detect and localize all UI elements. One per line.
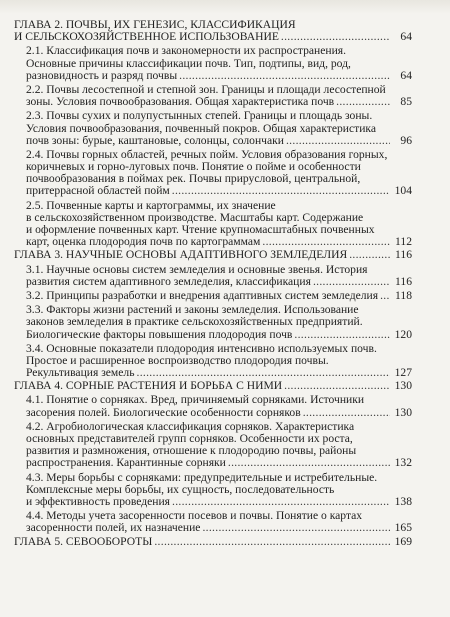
toc-page-number: 118 bbox=[395, 288, 412, 302]
toc-text: почв зоны: бурые, каштановые, солонцы, солончаки bbox=[26, 133, 284, 147]
toc-section-entry bbox=[14, 304, 412, 341]
dot-leader bbox=[154, 536, 390, 548]
toc-text: в сельскохозяйственном производстве. Масштабы карт. Содержание bbox=[26, 210, 364, 224]
toc-line bbox=[26, 276, 412, 288]
toc-text: карт, оценка плодородия почв по картограммам bbox=[26, 235, 261, 249]
toc-text: 3.1. Научные основы систем земледелия и основные звенья. История bbox=[26, 262, 368, 276]
toc-page-number: 116 bbox=[395, 274, 412, 288]
toc-line bbox=[26, 123, 412, 135]
toc-section-entry bbox=[14, 510, 412, 534]
toc-text: 3.3. Факторы жизни растений и законы земледелия. Использование bbox=[26, 303, 359, 317]
toc-section-entry bbox=[14, 290, 412, 302]
toc-text: 2.1. Классификация почв и закономерности их распространения. bbox=[26, 44, 347, 58]
toc-section-entry bbox=[14, 200, 412, 249]
toc-page-number: 127 bbox=[394, 366, 412, 380]
toc-chapter-entry bbox=[14, 536, 412, 548]
dot-leader bbox=[380, 290, 390, 302]
toc-line bbox=[26, 496, 412, 508]
toc-line bbox=[26, 290, 412, 302]
page-top-shadow bbox=[0, 0, 450, 14]
toc-page-number: 132 bbox=[394, 456, 412, 470]
dot-leader bbox=[349, 249, 390, 261]
dot-leader bbox=[262, 236, 390, 248]
toc-text: и эффективность проведения bbox=[26, 494, 171, 508]
toc-chapter-entry bbox=[14, 380, 412, 392]
toc-text: Условия почвообразования, почвенный покров. Общая характеристика bbox=[26, 121, 377, 135]
toc-line bbox=[14, 380, 412, 392]
dot-leader bbox=[294, 329, 390, 341]
toc-section-entry bbox=[14, 343, 412, 380]
dot-leader bbox=[336, 96, 390, 108]
toc-page-number: 96 bbox=[400, 133, 412, 147]
toc-text: ГЛАВА 3. НАУЧНЫЕ ОСНОВЫ АДАПТИВНОГО ЗЕМЛЕДЕЛИЯ bbox=[14, 248, 348, 262]
toc-page-number: 130 bbox=[394, 379, 412, 393]
toc-line bbox=[26, 96, 412, 108]
toc-page-number: 112 bbox=[395, 235, 412, 249]
table-of-contents bbox=[14, 18, 412, 548]
toc-text: основных представителей групп сорняков. Особенности их роста, bbox=[26, 432, 353, 445]
toc-line bbox=[26, 407, 412, 419]
toc-section-entry bbox=[14, 264, 412, 288]
toc-section-entry bbox=[14, 45, 412, 82]
toc-line bbox=[26, 236, 412, 248]
toc-line bbox=[26, 58, 412, 70]
toc-page-number: 169 bbox=[394, 534, 412, 548]
toc-page-number: 130 bbox=[394, 405, 412, 419]
toc-page-number: 64 bbox=[400, 30, 412, 44]
toc-text: 2.5. Почвенные карты и картограммы, их значение bbox=[26, 198, 276, 212]
toc-line bbox=[26, 70, 412, 82]
dot-leader bbox=[172, 496, 390, 508]
toc-text: 4.4. Методы учета засоренности посевов и почвы. Понятие о картах bbox=[26, 509, 363, 523]
toc-text: разновидность и разряд почвы bbox=[26, 68, 178, 82]
toc-text: Основные причины классификации почв. Тип, подтипы, вид, род, bbox=[26, 56, 351, 70]
toc-line bbox=[26, 329, 412, 341]
toc-text: 4.2. Агробиологическая классификация сорняков. Характеристика bbox=[26, 419, 355, 433]
toc-text: ГЛАВА 2. ПОЧВЫ, ИХ ГЕНЕЗИС, КЛАССИФИКАЦИЯ bbox=[14, 18, 296, 31]
toc-line bbox=[26, 135, 412, 147]
dot-leader bbox=[179, 70, 390, 82]
toc-section-entry bbox=[14, 149, 412, 198]
toc-line bbox=[26, 457, 412, 469]
toc-text: засорения полей. Биологические особенности сорняков bbox=[26, 405, 301, 419]
toc-section-entry bbox=[14, 394, 412, 418]
toc-text: ГЛАВА 5. СЕВООБОРОТЫ bbox=[14, 534, 153, 548]
toc-text: распространения. Карантинные сорняки bbox=[26, 456, 226, 470]
dot-leader bbox=[172, 185, 390, 197]
toc-page-number: 64 bbox=[400, 68, 412, 82]
toc-line bbox=[26, 522, 412, 534]
toc-text: 4.3. Меры борьбы с сорняками: предупредительные и истребительные. bbox=[26, 470, 378, 484]
toc-text: зоны. Условия почвообразования. Общая характеристика почв bbox=[26, 95, 335, 109]
toc-page-number: 165 bbox=[394, 521, 412, 535]
toc-section-entry bbox=[14, 472, 412, 509]
dot-leader bbox=[202, 522, 390, 534]
toc-text: Рекультивация земель bbox=[26, 366, 135, 380]
toc-text: 3.2. Принципы разработки и внедрения адаптивных систем земледелия bbox=[26, 288, 379, 302]
toc-text: 2.2. Почвы лесостепной и степной зон. Границы и площади лесостепной bbox=[26, 82, 386, 96]
toc-text: развития и размножения, отношение к плодородию почвы, районы bbox=[26, 444, 357, 458]
toc-line bbox=[26, 264, 412, 276]
toc-line bbox=[26, 367, 412, 379]
toc-line bbox=[26, 316, 412, 328]
toc-line bbox=[14, 31, 412, 43]
dot-leader bbox=[284, 380, 390, 392]
toc-page-number: 138 bbox=[394, 494, 412, 508]
toc-text: притеррасной областей пойм bbox=[26, 184, 170, 198]
toc-line bbox=[26, 394, 412, 406]
toc-section-entry bbox=[14, 110, 412, 147]
toc-text: развития систем адаптивного земледелия, классификация bbox=[26, 274, 311, 288]
toc-text: ГЛАВА 4. СОРНЫЕ РАСТЕНИЯ И БОРЬБА С НИМИ bbox=[14, 379, 283, 393]
toc-text: почвообразования в поймах рек. Почвы прирусловой, центральной, bbox=[26, 172, 361, 186]
toc-page-number: 116 bbox=[395, 248, 412, 262]
toc-section-entry bbox=[14, 84, 412, 108]
dot-leader bbox=[313, 276, 390, 288]
toc-text: 2.3. Почвы сухих и полупустынных степей. Границы и площадь зоны. bbox=[26, 109, 373, 123]
toc-page-number: 120 bbox=[394, 327, 412, 341]
dot-leader bbox=[281, 31, 390, 43]
toc-text: законов земледелия в практике сельскохозяйственных предприятий. bbox=[26, 315, 363, 329]
dot-leader bbox=[286, 135, 390, 147]
toc-text: Биологические факторы повышения плодородия почв bbox=[26, 327, 293, 341]
toc-chapter-entry bbox=[14, 19, 412, 43]
dot-leader bbox=[303, 407, 390, 419]
toc-text: 2.4. Почвы горных областей, речных пойм. Условия образования горных, bbox=[26, 147, 388, 161]
dot-leader bbox=[228, 457, 390, 469]
toc-text: Комплексные меры борьбы, их сущность, последовательность bbox=[26, 482, 335, 496]
toc-line bbox=[14, 536, 412, 548]
toc-text: засоренности полей, их назначение bbox=[26, 521, 201, 535]
toc-text: коричневых и горно-луговых почв. Понятие о пойме и особенности bbox=[26, 160, 361, 174]
toc-page-number: 104 bbox=[394, 184, 412, 198]
dot-leader bbox=[137, 367, 391, 379]
toc-text: И СЕЛЬСКОХОЗЯЙСТВЕННОЕ ИСПОЛЬЗОВАНИЕ bbox=[14, 30, 279, 44]
toc-line bbox=[26, 185, 412, 197]
toc-page-number: 85 bbox=[400, 95, 412, 109]
toc-line bbox=[14, 249, 412, 261]
toc-section-entry bbox=[14, 421, 412, 470]
toc-text: и оформление почвенных карт. Чтение крупномасштабных почвенных bbox=[26, 223, 375, 236]
toc-chapter-entry bbox=[14, 249, 412, 261]
toc-text: Простое и расширенное воспроизводство плодородия почвы. bbox=[26, 353, 329, 367]
toc-text: 4.1. Понятие о сорняках. Вред, причиняемый сорняками. Источники bbox=[26, 393, 365, 407]
toc-text: 3.4. Основные показатели плодородия интенсивно используемых почв. bbox=[26, 341, 377, 355]
